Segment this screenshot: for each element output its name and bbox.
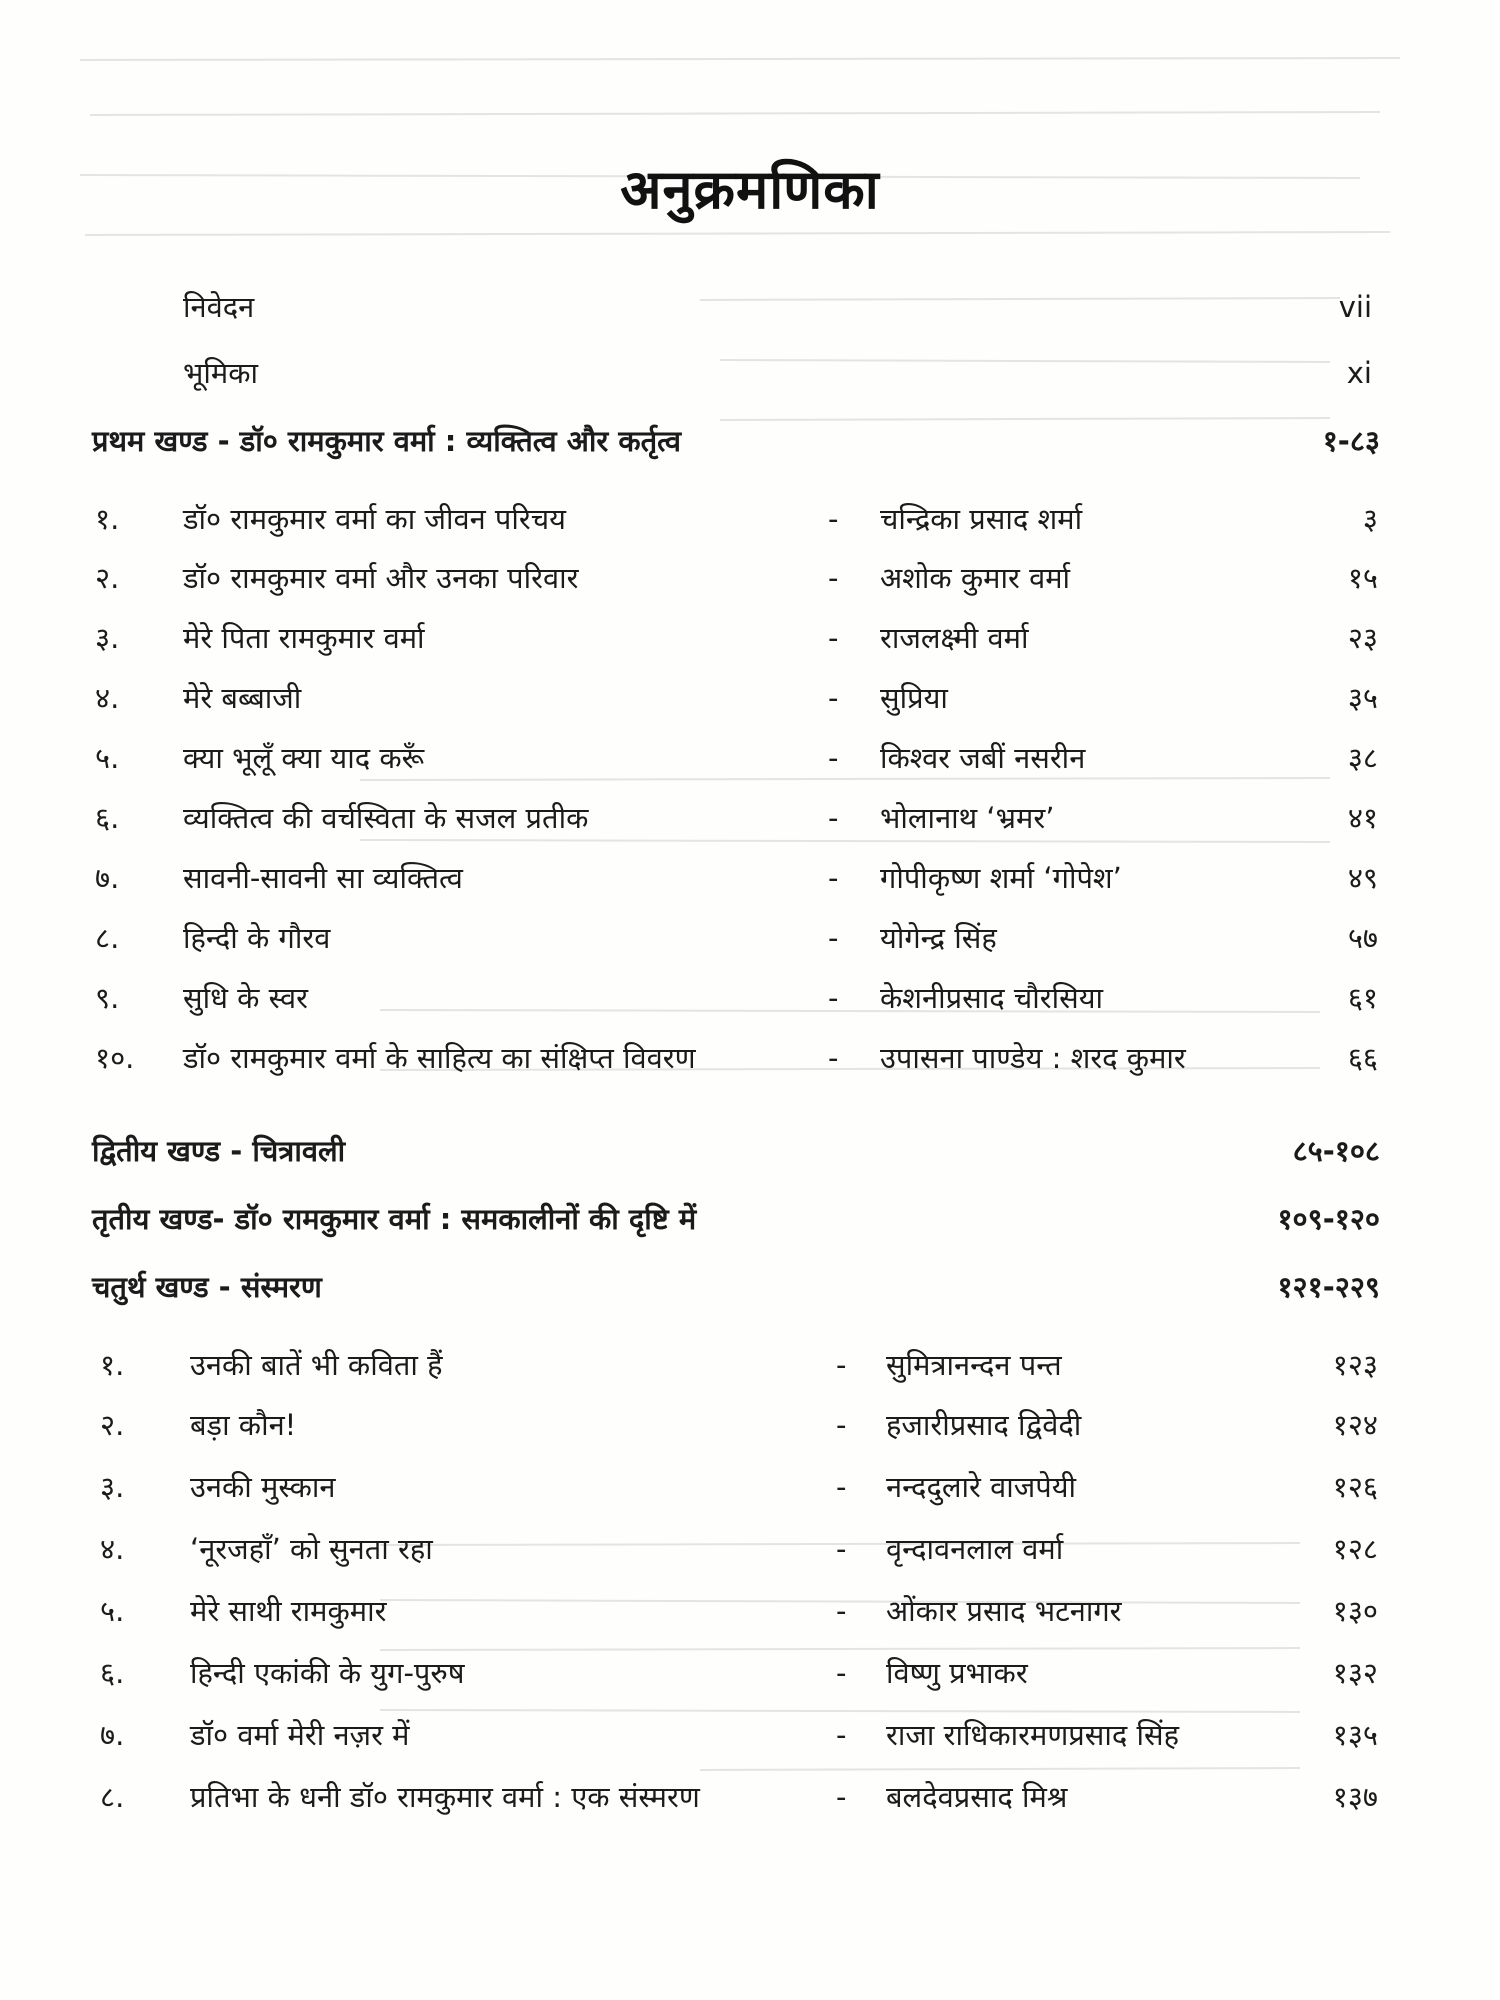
entry-author: अशोक कुमार वर्मा <box>880 561 1071 595</box>
entry-page: १२८ <box>1332 1532 1378 1566</box>
entry-number: ८. <box>95 921 120 955</box>
section-heading <box>0 416 1500 466</box>
entry-page: ४१ <box>1347 801 1378 835</box>
entry-number: १०. <box>95 1041 135 1075</box>
entry-title: मेरे साथी रामकुमार <box>190 1594 387 1628</box>
entry-number: १. <box>100 1348 125 1382</box>
entry-dash: - <box>828 861 839 895</box>
entry-title: बड़ा कौन! <box>190 1408 297 1442</box>
section-heading <box>0 1194 1500 1244</box>
section-title: प्रथम खण्ड - डॉ० रामकुमार वर्मा : व्यक्तित्व और कर्तृत्व <box>92 424 681 458</box>
entry-dash: - <box>828 921 839 955</box>
toc-entry <box>0 733 1500 783</box>
entry-page: १३५ <box>1332 1718 1378 1752</box>
entry-number: ४. <box>100 1532 125 1566</box>
front-matter-row <box>0 348 1500 398</box>
toc-entry <box>0 673 1500 723</box>
entry-title: डॉ० रामकुमार वर्मा का जीवन परिचय <box>183 502 566 536</box>
entry-dash: - <box>828 621 839 655</box>
entry-dash: - <box>828 681 839 715</box>
entry-author: सुप्रिया <box>880 681 948 715</box>
front-matter-label: निवेदन <box>183 290 255 324</box>
entry-author: राजा राधिकारमणप्रसाद सिंह <box>886 1718 1180 1752</box>
entry-title: ‘नूरजहाँ’ को सुनता रहा <box>190 1532 433 1566</box>
entry-title: मेरे पिता रामकुमार वर्मा <box>183 621 425 655</box>
entry-page: १३७ <box>1332 1780 1378 1814</box>
entry-number: ८. <box>100 1780 125 1814</box>
section-title: चतुर्थ खण्ड - संस्मरण <box>92 1270 322 1304</box>
entry-number: २. <box>100 1408 125 1442</box>
entry-author: उपासना पाण्डेय : शरद कुमार <box>880 1041 1186 1075</box>
entry-number: ६. <box>100 1656 125 1690</box>
section-heading <box>0 1262 1500 1312</box>
entry-dash: - <box>836 1470 847 1504</box>
entry-page: १५ <box>1347 561 1378 595</box>
entry-number: ९. <box>95 981 120 1015</box>
entry-dash: - <box>828 801 839 835</box>
toc-entry <box>0 1462 1500 1512</box>
toc-entry <box>0 1586 1500 1636</box>
entry-page: ५७ <box>1347 921 1378 955</box>
entry-page: १३० <box>1332 1594 1378 1628</box>
entry-author: किश्वर जबीं नसरीन <box>880 741 1086 775</box>
entry-author: ओंकार प्रसाद भटनागर <box>886 1594 1122 1628</box>
entry-page: ६१ <box>1347 981 1378 1015</box>
entry-dash: - <box>836 1594 847 1628</box>
toc-entry <box>0 1400 1500 1450</box>
entry-dash: - <box>828 981 839 1015</box>
entry-author: हजारीप्रसाद द्विवेदी <box>886 1408 1082 1442</box>
entry-title: प्रतिभा के धनी डॉ० रामकुमार वर्मा : एक संस्मरण <box>190 1780 700 1814</box>
section-page-range: १२१-२२९ <box>1277 1270 1380 1304</box>
toc-entry <box>0 793 1500 843</box>
entry-title: डॉ० रामकुमार वर्मा और उनका परिवार <box>183 561 579 595</box>
entry-author: केशनीप्रसाद चौरसिया <box>880 981 1104 1015</box>
entry-page: १२४ <box>1332 1408 1378 1442</box>
toc-entry <box>0 1772 1500 1822</box>
entry-dash: - <box>836 1656 847 1690</box>
entry-dash: - <box>836 1408 847 1442</box>
entry-author: गोपीकृष्ण शर्मा ‘गोपेश’ <box>880 861 1122 895</box>
entry-number: १. <box>95 502 120 536</box>
toc-entry <box>0 1340 1500 1390</box>
entry-title: व्यक्तित्व की वर्चस्विता के सजल प्रतीक <box>183 801 589 835</box>
entry-dash: - <box>828 561 839 595</box>
front-matter-label: भूमिका <box>183 356 259 390</box>
toc-entry <box>0 1648 1500 1698</box>
entry-title: मेरे बब्बाजी <box>183 681 302 715</box>
entry-number: ३. <box>100 1470 125 1504</box>
entry-dash: - <box>828 741 839 775</box>
section-heading <box>0 1126 1500 1176</box>
entry-page: ६६ <box>1347 1041 1378 1075</box>
entry-page: ३५ <box>1347 681 1378 715</box>
toc-entry <box>0 494 1500 544</box>
entry-title: हिन्दी के गौरव <box>183 921 331 955</box>
entry-page: १२३ <box>1332 1348 1378 1382</box>
section-title: द्वितीय खण्ड - चित्रावली <box>92 1134 346 1168</box>
entry-dash: - <box>828 502 839 536</box>
entry-title: डॉ० रामकुमार वर्मा के साहित्य का संक्षिप्त विवरण <box>183 1041 696 1075</box>
entry-number: ७. <box>95 861 120 895</box>
toc-entry <box>0 1524 1500 1574</box>
entry-number: ५. <box>95 741 120 775</box>
entry-dash: - <box>836 1348 847 1382</box>
entry-page: १३२ <box>1332 1656 1378 1690</box>
entry-number: ३. <box>95 621 120 655</box>
toc-entry <box>0 613 1500 663</box>
entry-page: ३ <box>1362 502 1378 536</box>
toc-entry <box>0 913 1500 963</box>
entry-page: ३८ <box>1347 741 1378 775</box>
entry-number: ५. <box>100 1594 125 1628</box>
section-page-range: १०९-१२० <box>1277 1202 1380 1236</box>
entry-title: हिन्दी एकांकी के युग-पुरुष <box>190 1656 465 1690</box>
entry-author: चन्द्रिका प्रसाद शर्मा <box>880 502 1083 536</box>
entry-author: नन्ददुलारे वाजपेयी <box>886 1470 1077 1504</box>
entry-title: उनकी बातें भी कविता हैं <box>190 1348 443 1382</box>
entry-title: सुधि के स्वर <box>183 981 308 1015</box>
section-page-range: ८५-१०८ <box>1292 1134 1380 1168</box>
section-title: तृतीय खण्ड- डॉ० रामकुमार वर्मा : समकालीनों की दृष्टि में <box>92 1202 697 1236</box>
entry-title: उनकी मुस्कान <box>190 1470 336 1504</box>
entry-author: भोलानाथ ‘भ्रमर’ <box>880 801 1055 835</box>
entry-author: बलदेवप्रसाद मिश्र <box>886 1780 1068 1814</box>
toc-entry <box>0 973 1500 1023</box>
entry-dash: - <box>836 1718 847 1752</box>
entry-dash: - <box>828 1041 839 1075</box>
front-matter-row <box>0 282 1500 332</box>
entry-title: सावनी-सावनी सा व्यक्तित्व <box>183 861 463 895</box>
entry-author: विष्णु प्रभाकर <box>886 1656 1028 1690</box>
toc-entry <box>0 1033 1500 1083</box>
front-matter-page: vii <box>1338 290 1372 324</box>
entry-number: २. <box>95 561 120 595</box>
front-matter-page: xi <box>1346 356 1372 390</box>
entry-author: सुमित्रानन्दन पन्त <box>886 1348 1062 1382</box>
entry-title: क्या भूलूँ क्या याद करूँ <box>183 741 425 775</box>
entry-page: १२६ <box>1332 1470 1378 1504</box>
toc-entry <box>0 1710 1500 1760</box>
entry-author: राजलक्ष्मी वर्मा <box>880 621 1029 655</box>
toc-entry <box>0 553 1500 603</box>
page-title: अनुक्रमणिका <box>620 158 880 221</box>
entry-author: वृन्दावनलाल वर्मा <box>886 1532 1064 1566</box>
entry-number: ४. <box>95 681 120 715</box>
entry-dash: - <box>836 1780 847 1814</box>
entry-dash: - <box>836 1532 847 1566</box>
entry-number: ७. <box>100 1718 125 1752</box>
entry-page: २३ <box>1347 621 1378 655</box>
entry-page: ४९ <box>1347 861 1378 895</box>
entry-title: डॉ० वर्मा मेरी नज़र में <box>190 1718 410 1752</box>
entry-author: योगेन्द्र सिंह <box>880 921 997 955</box>
section-page-range: १-८३ <box>1322 424 1380 458</box>
toc-entry <box>0 853 1500 903</box>
entry-number: ६. <box>95 801 120 835</box>
